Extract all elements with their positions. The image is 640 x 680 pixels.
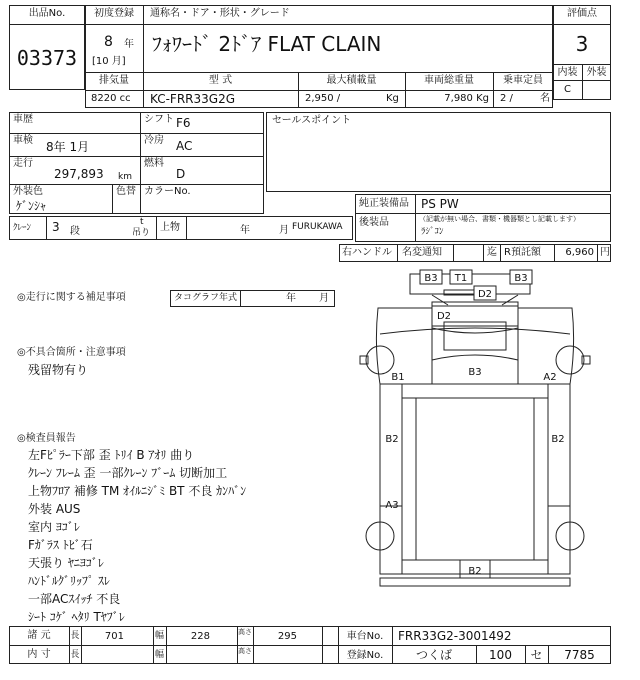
inspector-line: Fｶﾞﾗｽ ﾄﾋﾞ石 [28, 538, 93, 552]
max-load-label: 最大積載量 [326, 75, 377, 86]
chassis-value: FRR33G2-3001492 [398, 629, 512, 643]
shift-label: シフト [144, 114, 174, 125]
damage-mark: B2 [468, 566, 482, 577]
defects-text: 残留物有り [28, 363, 89, 377]
tachograph-label: タコグラフ年式 [174, 293, 238, 303]
std-equipment-label: 純正装備品 [359, 198, 409, 209]
damage-mark: A2 [543, 372, 557, 383]
history-label: 車歴 [13, 114, 33, 125]
lot-number: 03373 [16, 46, 78, 70]
shift-value: F6 [176, 116, 191, 130]
damage-mark: B1 [391, 372, 405, 383]
gross-weight-value: 7,980 Kg [444, 93, 489, 104]
defects-label: ◎不具合箇所・注意事項 [17, 347, 126, 358]
body-label: 上物 [160, 222, 180, 233]
first-reg-month: [10 月] [92, 56, 126, 67]
std-equipment-value: PS PW [421, 197, 459, 211]
damage-mark: A3 [385, 500, 399, 511]
inspector-line: ｼｰﾄ ｺｹﾞ ﾍﾀﾘ Tﾔﾌﾞﾚ [28, 610, 125, 624]
height-value: 295 [277, 631, 297, 642]
inner-height-label: 高さ [238, 647, 252, 655]
damage-mark: T1 [454, 273, 468, 284]
inspection-value: 8年 1月 [46, 140, 90, 154]
recycle-deposit-label: R預託額 [504, 247, 541, 258]
score-value: 3 [575, 32, 589, 56]
body-maker: FURUKAWA [292, 222, 343, 232]
ac-value: AC [176, 139, 193, 153]
registration-area: つくば [415, 648, 452, 662]
model-value: KC-FRR33G2G [150, 92, 236, 106]
damage-mark: B3 [468, 367, 482, 378]
after-parts-note: （記載が無い場合、書類・機器類とし記載します） [419, 215, 580, 223]
tachograph-month-unit: 月 [319, 293, 329, 304]
registration-number: 7785 [564, 648, 595, 662]
height-label: 高さ [238, 628, 252, 636]
color-label: 外装色 [13, 186, 43, 197]
max-load-unit: Kg [386, 93, 399, 104]
registration-label: 登録No. [346, 650, 384, 661]
sales-point-label: セールスポイント [272, 115, 352, 126]
inspector-line: 外装 AUS [28, 502, 81, 516]
inspector-line: 一部ACｽｲｯﾁ 不良 [28, 592, 121, 606]
deadline-label: 迄 [487, 247, 497, 258]
body-month-unit: 月 [279, 225, 289, 236]
inner-width-label: 幅 [154, 650, 164, 660]
first-reg-year: 8 [104, 34, 113, 50]
inspector-line: 左Fﾋﾟﾗｰ下部 歪 ﾄﾘｲ B ｱｵﾘ 曲り [28, 448, 195, 462]
color-value: ｹﾞﾝｼｬ [16, 199, 47, 213]
name-change-label: 名変通知 [402, 247, 442, 258]
damage-mark: B3 [424, 273, 438, 284]
name-grade-label: 通称名・ドア・形状・グレード [150, 8, 290, 19]
truck-damage-diagram [340, 264, 610, 624]
tachograph-year-unit: 年 [286, 293, 296, 304]
handle-side: 右ハンドル [342, 247, 392, 258]
score-label: 評価点 [567, 8, 597, 19]
after-parts-value: ﾗｼﾞｺﾝ [421, 227, 444, 237]
displacement-label: 排気量 [99, 75, 129, 86]
inspector-line: ｸﾚｰﾝ ﾌﾚｰﾑ 歪 一部ｸﾚｰﾝ ﾌﾞｰﾑ 切断加工 [28, 466, 228, 480]
recycle-deposit-unit: 円 [600, 247, 610, 258]
displacement-value: 8220 cc [91, 93, 131, 104]
first-reg-label: 初度登録 [94, 8, 134, 19]
damage-mark: B2 [385, 434, 399, 445]
damage-mark: D2 [477, 289, 493, 300]
fuel-value: D [176, 167, 186, 181]
ac-label: 冷房 [144, 135, 164, 146]
interior-label: 内装 [557, 67, 578, 78]
width-value: 228 [190, 631, 210, 642]
fuel-label: 燃料 [144, 158, 164, 169]
inspector-label: ◎検査員報告 [17, 433, 76, 444]
after-parts-label: 後装品 [359, 217, 389, 228]
capacity-unit: 名 [540, 93, 550, 104]
color-change-label: 色替 [116, 186, 136, 197]
inspector-line: 上物ﾌﾛｱ 補修 TM ｵｲﾙﾆｼﾞﾐ BT 不良 ｶﾝﾊﾞﾝ [28, 484, 247, 498]
inspector-line: 室内 ﾖｺﾞﾚ [28, 520, 80, 534]
car-name: ﾌｫﾜｰﾄﾞ 2ﾄﾞｱ FLAT CLAIN [152, 32, 382, 56]
registration-class: 100 [489, 648, 512, 662]
mileage-value: 297,893 [54, 167, 104, 181]
body-year-unit: 年 [240, 225, 250, 236]
lift-unit: 吊り [132, 228, 151, 238]
lot-label: 出品No. [28, 8, 66, 19]
capacity-label: 乗車定員 [503, 75, 543, 86]
inner-length-label: 長 [70, 650, 80, 660]
color-code-label: カラーNo. [144, 186, 191, 197]
exterior-label: 外装 [586, 67, 607, 78]
mileage-label: 走行 [13, 158, 33, 169]
registration-kana: セ [530, 648, 543, 662]
recycle-deposit-value: 6,960 [565, 247, 594, 258]
model-label: 型 式 [208, 75, 233, 86]
inspector-line: 天張り ﾔﾆﾖｺﾞﾚ [28, 556, 104, 570]
damage-mark: D2 [436, 311, 452, 322]
inspection-label: 車検 [13, 135, 33, 146]
crane-label: ｸﾚｰﾝ [13, 223, 32, 233]
crane-stage-value: 3 [52, 220, 60, 234]
driving-notes-label: ◎走行に関する補足事項 [17, 292, 126, 303]
interior-score: C [564, 84, 571, 95]
damage-mark: B3 [514, 273, 528, 284]
gross-weight-label: 車両総重量 [424, 75, 474, 86]
mileage-unit: km [118, 172, 132, 182]
year-unit: 年 [124, 39, 134, 50]
damage-mark: B2 [551, 434, 565, 445]
inner-dims-label: 内 寸 [27, 649, 51, 660]
max-load-value: 2,950 / [305, 93, 341, 104]
length-value: 701 [104, 631, 124, 642]
length-label: 長 [70, 631, 80, 641]
history-box [9, 112, 264, 214]
inspector-line: ﾊﾝﾄﾞﾙｸﾞﾘｯﾌﾟ ｽﾚ [28, 574, 110, 588]
chassis-label: 車台No. [346, 631, 384, 642]
stage-unit: 段 [70, 226, 80, 237]
ton-unit: t [140, 217, 144, 227]
capacity-value: 2 / [500, 93, 513, 104]
dims-label: 諸 元 [27, 630, 51, 641]
width-label: 幅 [154, 631, 164, 641]
